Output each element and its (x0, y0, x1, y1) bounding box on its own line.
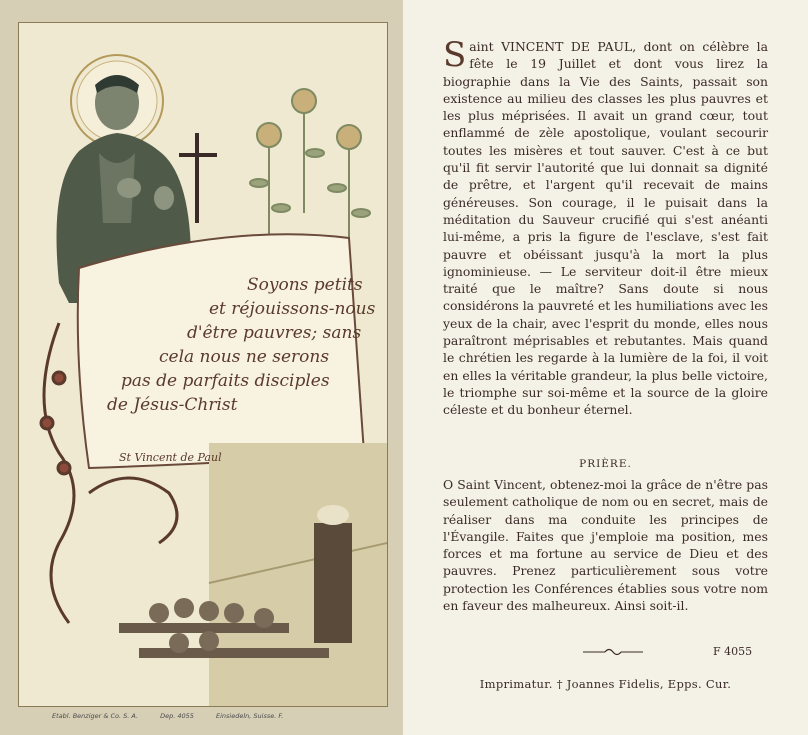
quote-line: pas de parfaits disciples (121, 371, 330, 391)
front-illustration-frame (18, 22, 388, 707)
holy-card-front (0, 0, 403, 735)
quote-line: cela nous ne serons (159, 347, 330, 367)
quote-line: d'être pauvres; sans (187, 323, 362, 343)
card-reference: F 4055 (713, 645, 753, 658)
publisher-name: Etabl. Benziger & Co. S. A. (52, 712, 139, 720)
drop-cap: S (443, 35, 467, 75)
quote-line: de Jésus-Christ (107, 395, 238, 415)
holy-card-back (403, 0, 808, 735)
quote-line: Soyons petits (247, 275, 363, 295)
deposit-number: Dep. 4055 (160, 712, 194, 720)
quote-line: et réjouissons-nous (209, 299, 376, 319)
publisher-footer (52, 712, 382, 720)
publisher-place: Einsiedeln, Suisse. F. (216, 712, 284, 720)
biography-text: aint VINCENT DE PAUL, dont on célèbre la fête le 19 Juillet et dont vous lirez la biographie dans la Vie des Saints, passait son existence au milieu des classes les plus pauvres et les plus méprisées. Il avait un grand cœur, tout enflammé de zèle apostolique, voulant secourir toutes les misères et tout sauver. C'est à ce but qu'il fit servir l'autorité que lui donnait sa dignité de prêtre, et l'argent qu'il recevait de mains généreuses. Son courage, il le puisait dans la méditation du Sauveur crucifié qui s'est anéanti lui-même, a pris la figure de l'esclave, s'est fait pauvre et obéissant jusqu'à la mort la plus ignominieuse. — Le serviteur doit-il être mieux traité que le maître? Sans doute si nous considérons la pauvreté et les humiliations avec les yeux de la chair, avec l'esprit du monde, elles nous paraîtront méprisables et rebutantes. Mais quand le chrétien les regarde à la lumière de la foi, il voit en elles la véritable grandeur, la plus belle victoire, le triomphe sur soi-même et la source de la gloire céleste et du bonheur éternel. (443, 39, 768, 418)
saint-quote (107, 273, 376, 417)
biography-paragraph (443, 35, 768, 419)
prayer-text: O Saint Vincent, obtenez-moi la grâce de n'être pas seulement catholique de nom ou en secret, mais de réaliser dans ma conduite les principes de l'Évangile. Faites que j'emploie ma position, mes forces et ma fortune au service de Dieu et des pauvres. Prenez particulièrement sous votre protection les Conférences établies sous votre nom en faveur des malheureux. Ainsi soit-il. (443, 477, 768, 614)
imprimatur-line: Imprimatur. † Joannes Fidelis, Epps. Cur. (479, 677, 732, 691)
quote-signature: St Vincent de Paul (119, 451, 222, 464)
ornament-divider-icon (583, 646, 643, 658)
prayer-title: PRIÈRE. (579, 458, 632, 470)
